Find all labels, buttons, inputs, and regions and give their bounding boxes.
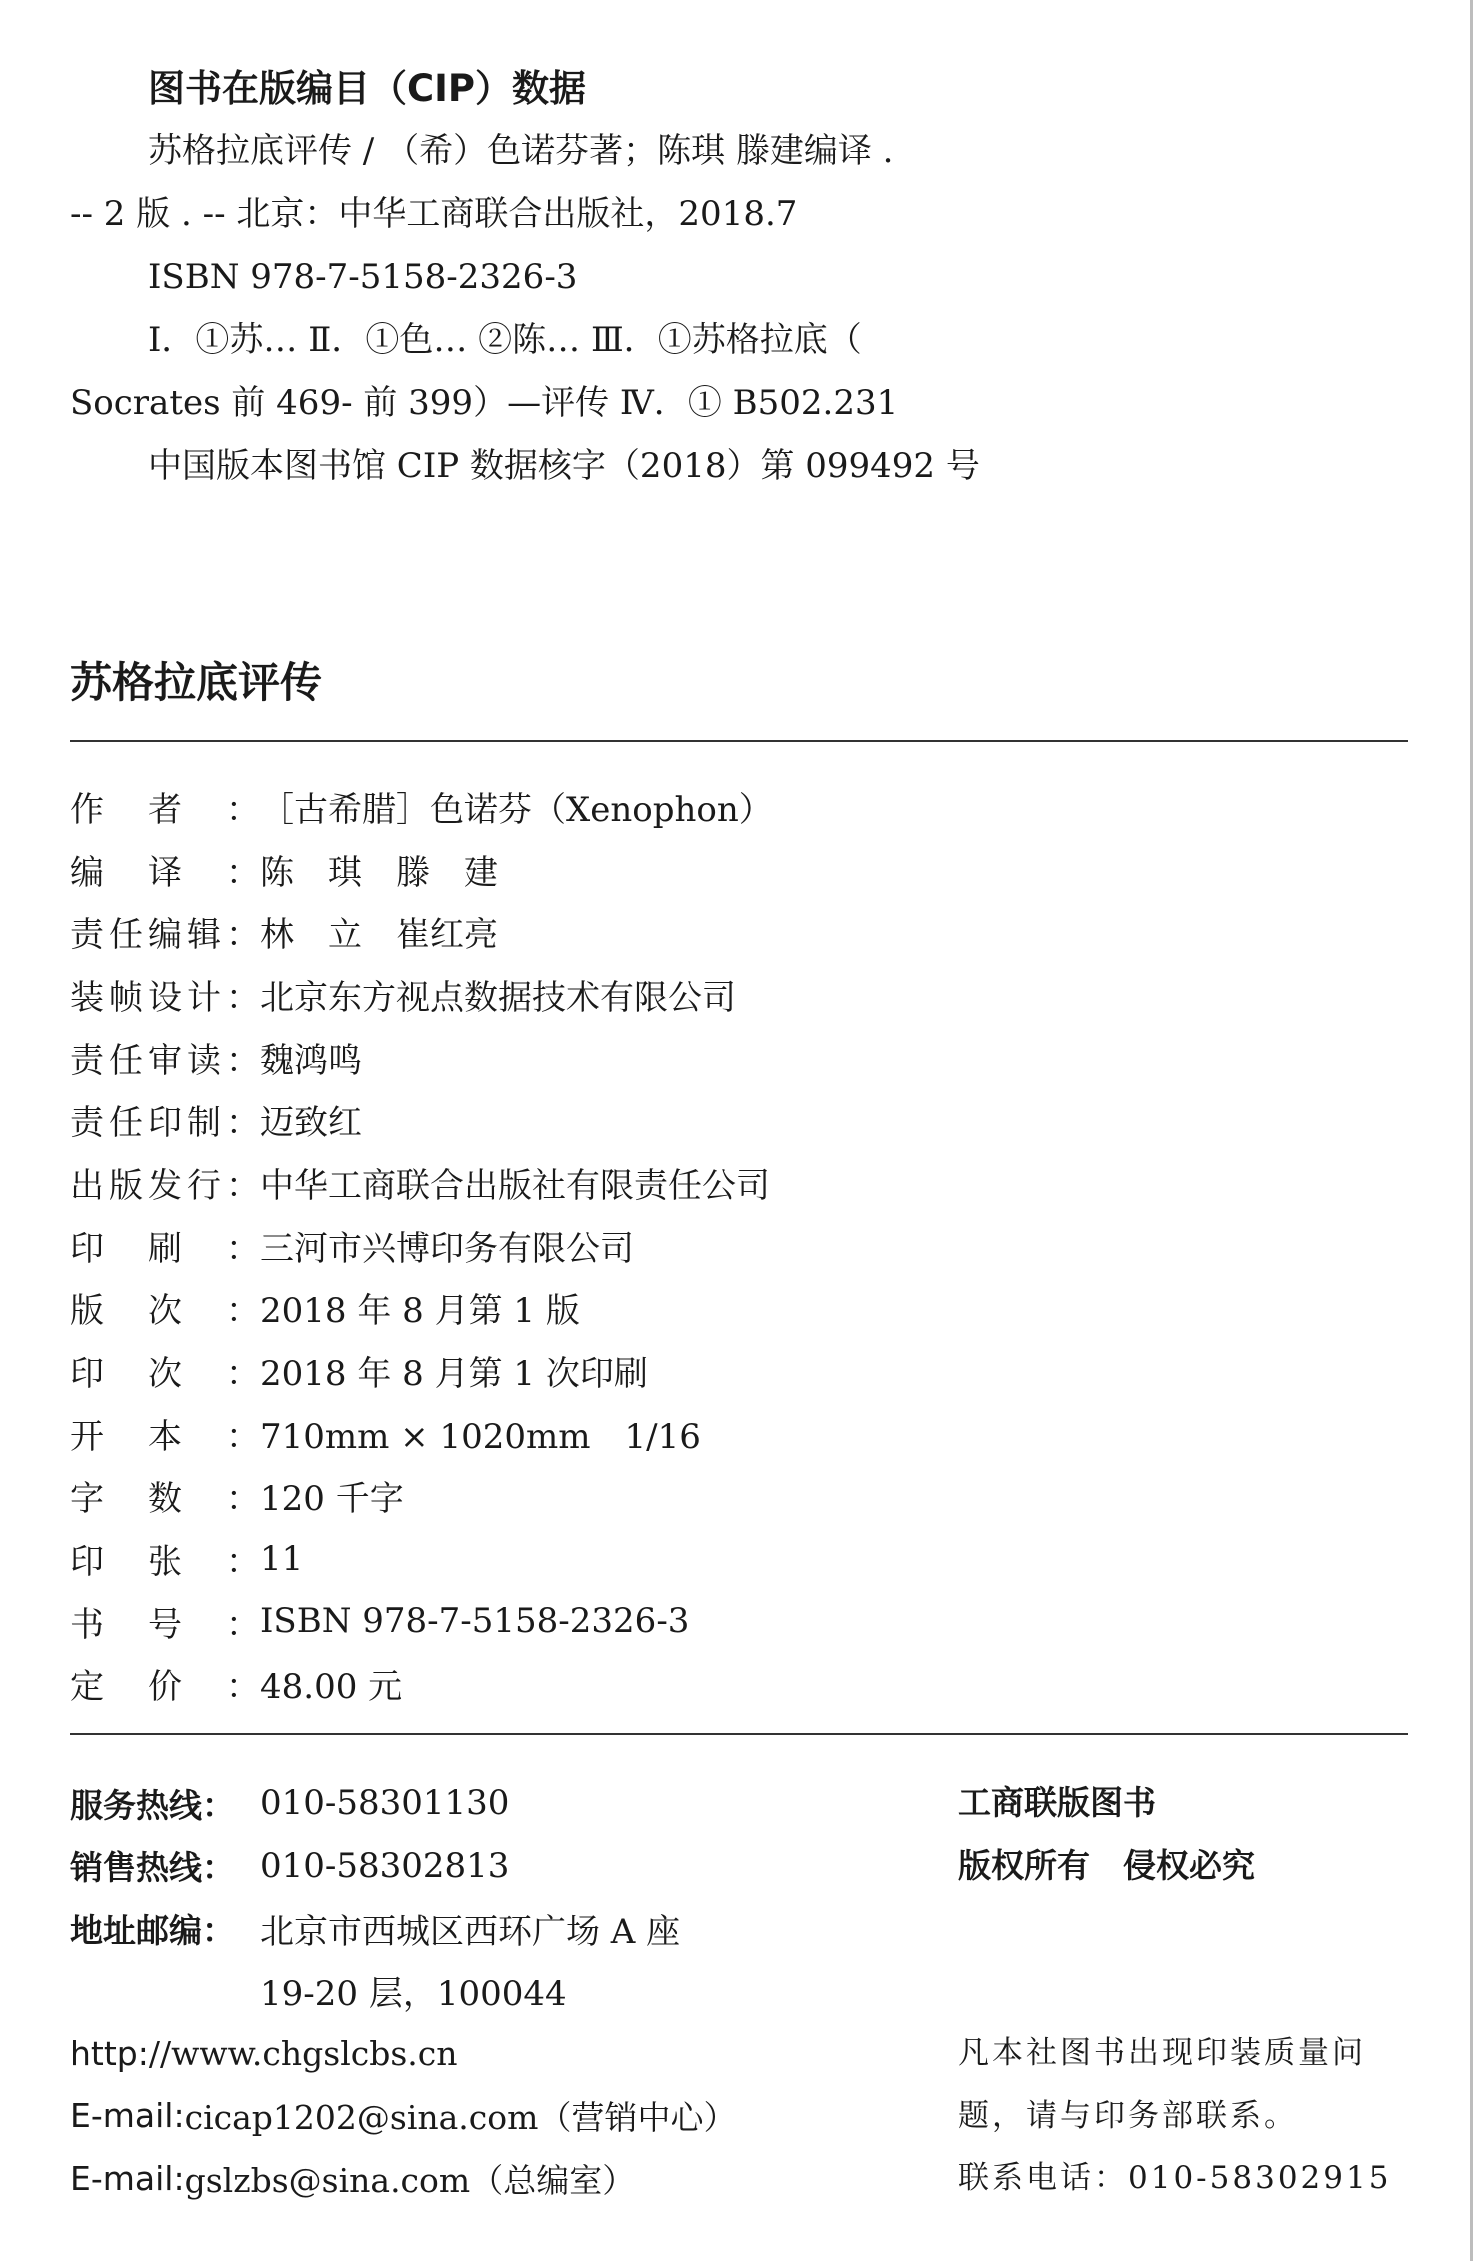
cip-line-2: -- 2 版 . -- 北京：中华工商联合出版社，2018.7 [70,194,798,234]
info-label: 作 者 ： [70,789,260,830]
info-row-translator [70,838,1370,901]
info-value: 48.00 元 [260,1667,403,1708]
info-value: 三河市兴博印务有限公司 [260,1228,634,1269]
service-hotline-value: 010-58301130 [260,1783,510,1824]
address-line-2: 19-20 层，100044 [260,1974,567,2015]
info-value: 11 [260,1538,304,1579]
info-row-print-supervisor [70,1088,1370,1151]
divider-top [70,740,1408,742]
address-label: 地址邮编： [70,1910,235,1950]
info-row-editor [70,900,1370,963]
info-label: 字 数 ： [70,1479,260,1520]
info-value: 魏鸿鸣 [260,1040,362,1081]
info-value: 中华工商联合出版社有限责任公司 [260,1165,770,1206]
email-marketing-value: cicap1202@sina.com（营销中心） [184,2098,737,2138]
info-value: ［古希腊］色诺芬（Xenophon） [260,789,773,830]
cip-block [70,58,1370,498]
info-row-publisher [70,1151,1370,1214]
info-label: 开 本 ： [70,1416,260,1457]
copyright-notice [958,1772,1398,2210]
sales-hotline [70,1835,910,1898]
website-label: http: [70,2033,149,2073]
info-row-word-count [70,1465,1370,1528]
info-row-design [70,963,1370,1026]
address-cont [70,1960,910,2023]
info-row-printing [70,1339,1370,1402]
info-label: 印 刷 ： [70,1228,260,1269]
info-row-format [70,1402,1370,1465]
info-label: 印 次 ： [70,1354,260,1395]
info-value: 710mm × 1020mm 1/16 [260,1416,701,1457]
quality-notice-line-2: 题，请与印务部联系。 [958,2097,1298,2134]
info-row-sheets [70,1527,1370,1590]
info-label: 印 张 ： [70,1542,260,1583]
email-editorial-value: gslzbs@sina.com（总编室） [184,2160,636,2200]
info-label: 装 帧 设 计 ： [70,977,260,1018]
email-editorial [70,2147,910,2210]
info-label: 责 任 编 辑 ： [70,915,260,956]
website-url: //www.chgslcbs.cn [148,2033,458,2073]
cip-line-classification-cont: Socrates 前 469- 前 399）—评传 Ⅳ．① B502.231 [70,383,899,423]
cip-line-isbn: ISBN 978-7-5158-2326-3 [148,257,578,297]
info-label: 出 版 发 行 ： [70,1165,260,1206]
cip-line-1: 苏格拉底评传 / （希）色诺芬著；陈琪 滕建编译 . [148,131,894,171]
info-row-author [70,775,1370,838]
contact-phone: 联系电话：010-58302915 [958,2160,1392,2196]
info-value: 120 千字 [260,1479,404,1520]
rights-reserved: 版权所有 侵权必究 [958,1845,1255,1885]
contact-info [70,1772,910,2210]
info-value: 2018 年 8 月第 1 版 [260,1291,580,1332]
address [70,1897,910,1960]
info-row-printer [70,1214,1370,1277]
info-label: 责 任 审 读 ： [70,1040,260,1081]
info-label: 书 号 ： [70,1604,260,1645]
info-row-edition [70,1277,1370,1340]
info-value: 北京东方视点数据技术有限公司 [260,977,736,1018]
service-hotline-label: 服务热线： [70,1785,235,1825]
info-value: 迈致红 [260,1103,362,1144]
sales-hotline-label: 销售热线： [70,1848,235,1888]
cip-line-classification: Ⅰ．①苏… Ⅱ．①色… ②陈… Ⅲ．①苏格拉底（ [148,320,862,360]
publication-info-table [70,775,1370,1715]
info-label: 定 价 ： [70,1667,260,1708]
website [70,2022,910,2085]
sales-hotline-value: 010-58302813 [260,1845,510,1886]
email-marketing [70,2085,910,2148]
info-row-reviewer [70,1026,1370,1089]
address-line-1: 北京市西城区西环广场 A 座 [260,1911,681,1952]
quality-notice-line-1: 凡本社图书出现印装质量问 [958,2035,1366,2071]
email-label: E-mail: [70,2158,185,2198]
cip-title: 图书在版编目（CIP）数据 [148,67,587,110]
info-label: 编 译 ： [70,852,260,893]
info-label: 责 任 印 制 ： [70,1103,260,1144]
cip-line-record-number: 中国版本图书馆 CIP 数据核字（2018）第 099492 号 [148,446,980,486]
info-row-price [70,1653,1370,1716]
email-label: E-mail: [70,2096,185,2136]
info-value: 林 立 崔红亮 [260,915,498,956]
info-label: 版 次 ： [70,1291,260,1332]
info-value: 陈 琪 滕 建 [260,852,498,893]
divider-bottom [70,1733,1408,1735]
service-hotline [70,1772,910,1835]
info-value: 2018 年 8 月第 1 次印刷 [260,1354,648,1395]
info-value: ISBN 978-7-5158-2326-3 [260,1601,690,1642]
book-title: 苏格拉底评传 [70,658,323,707]
info-row-isbn [70,1590,1370,1653]
imprint-name: 工商联版图书 [958,1783,1156,1822]
